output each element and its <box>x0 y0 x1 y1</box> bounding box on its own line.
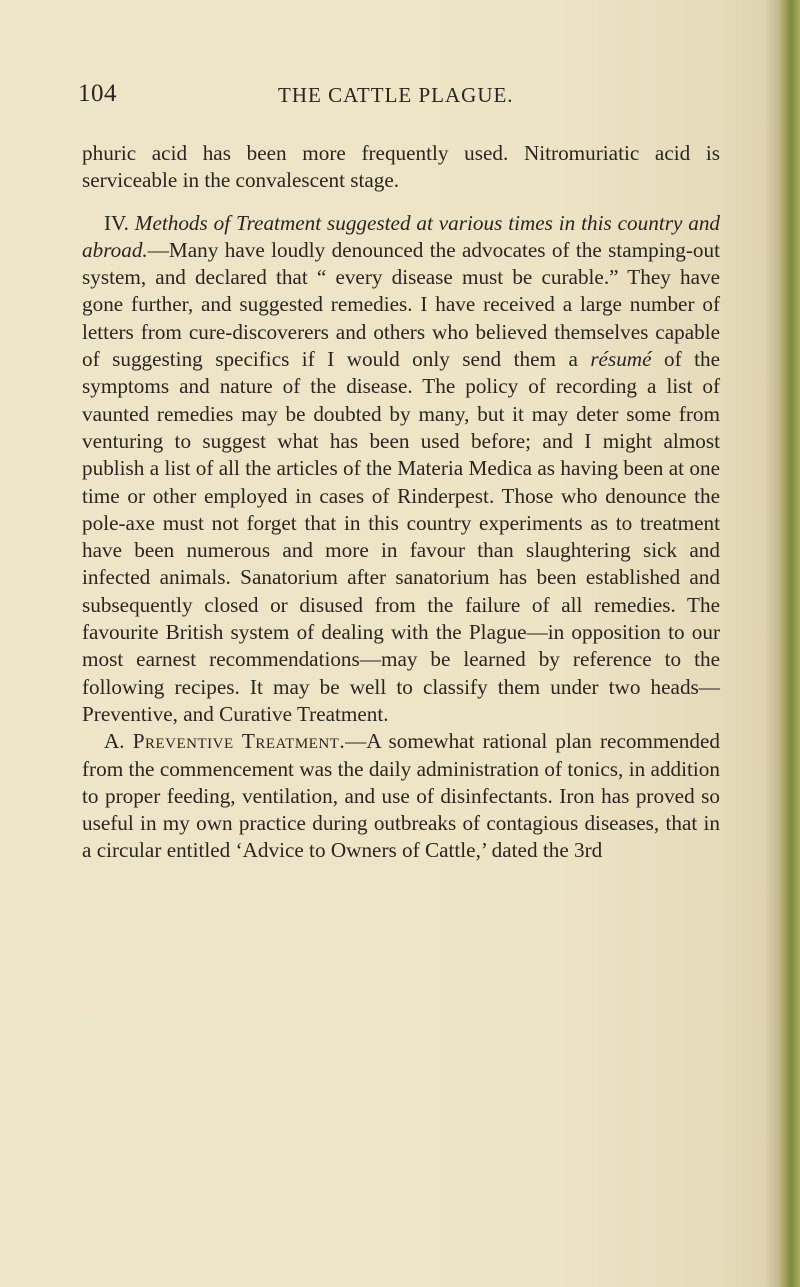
section-text-b: of the symptoms and nature of the disease. The policy of recording a list of vaunted remedies may be doubted by many, but it may deter some from venturing to suggest what has been used before; and I might almost publish a list of all the articles of the Materia Medica as having been at one time or other employed in cases of Rinderpest. Those who denounce the pole-axe must not forget that in this country experiments as to treatment have been numerous and more in favour than slaughtering sick and infected animals. Sanatorium after sanatorium has been established and subsequently closed or disused from the failure of all remedies. The favourite British system of dealing with the Plague—in opposition to our most earnest recommendations—may be learned by reference to the following recipes. It may be well to classify them under two heads—Preventive, and Curative Treatment. <box>82 347 720 726</box>
section-heading: Methods of Treatment suggested at various times in this country and abroad. <box>82 210 721 262</box>
page-number: 104 <box>78 80 117 107</box>
gutter-shadow <box>764 0 778 1287</box>
paragraph-preventive <box>82 728 720 864</box>
section-text-a: —Many have loudly denounced the advocates of the stamping-out system, and declared that “ every disease must be curable.” They have gone further, and suggested remedies. I have received a large number of letters from cure-discoverers and others who believed themselves capable of suggesting specifics if I would only send them a <box>82 237 720 372</box>
page-header <box>78 80 718 120</box>
resume-word: résumé <box>590 347 652 372</box>
subsection-label: A. <box>104 729 125 754</box>
book-binding-edge <box>778 0 800 1287</box>
paragraph-section-iv <box>82 210 720 729</box>
paragraph-continuation: phuric acid has been more frequently used. Nitromuriatic acid is serviceable in the convalescent stage. <box>82 141 720 193</box>
body-text <box>82 140 720 865</box>
subsection-heading: Preventive Treatment. <box>132 729 346 754</box>
running-head: THE CATTLE PLAGUE. <box>278 83 514 107</box>
subsection-text: —A somewhat rational plan recommended from the commencement was the daily administration of tonics, in addition to proper feeding, ventilation, and use of disinfectants. Iron has proved so useful in my own practice during outbreaks of contagious diseases, that in a circular entitled ‘Advice to Owners of Cattle,’ dated the 3rd <box>82 729 720 863</box>
section-numeral: IV. <box>104 210 129 235</box>
